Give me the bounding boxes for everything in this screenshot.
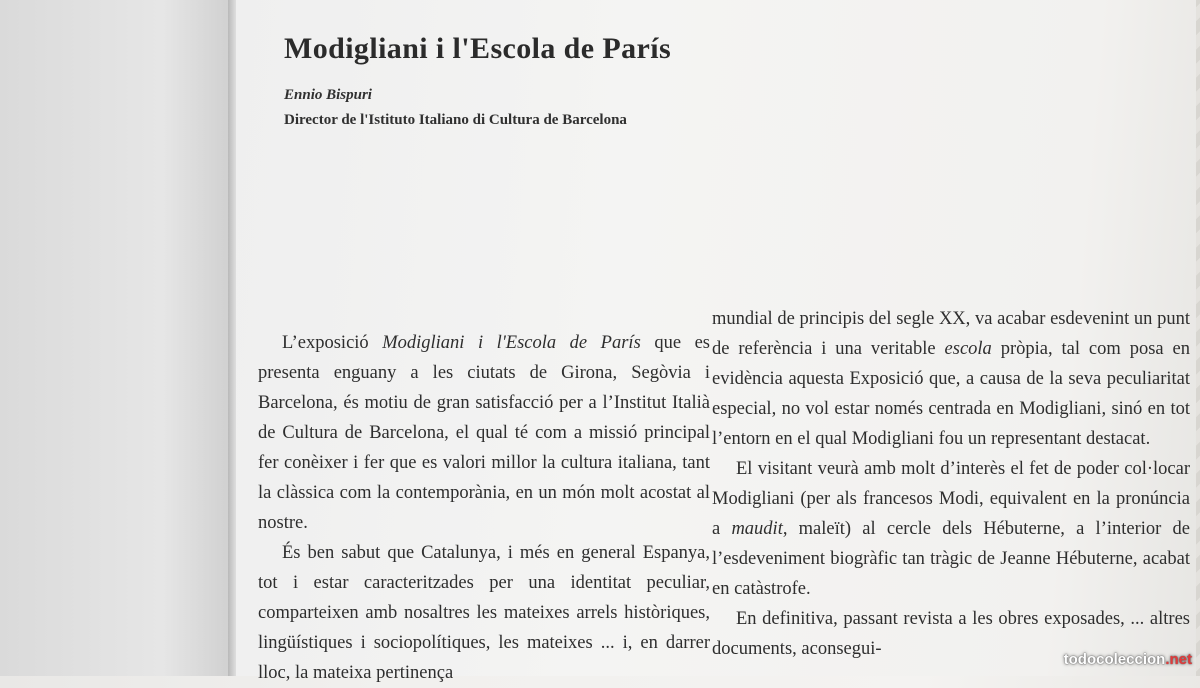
- text-run: , maleït) al cercle dels Hébuterne, a l’interior de l’esdeveniment biogràfic tan tràgic de Jeanne Hébuterne, acabat en catàstrofe.: [712, 519, 1190, 599]
- paragraph-catalonia: És ben sabut que Catalunya, i més en general Espanya, tot i estar caracteritzades per una identitat peculiar, comparteixen amb nosaltres les mateixes arrels històriques, lingüístiques i sociopolítiques, les mateixes ... i, en darrer lloc, la mateixa pertinença: [258, 543, 710, 683]
- paragraph-intro: [258, 328, 710, 538]
- exhibition-title: Modigliani i l'Escola de París: [382, 333, 641, 353]
- paragraph-visitor: [712, 454, 1190, 604]
- right-column: [712, 304, 1190, 664]
- text-run: que es presenta enguany a les ciutats de Girona, Segòvia i Barcelona, és motiu de gran satisfacció per a l’Institut Italià de Cultura de Barcelona, el qual té com a missió principal fer conèixer i fer que es valori millor la cultura italiana, tant la clàssica com la contemporània, en un món molt acostat al nostre.: [258, 333, 711, 533]
- facing-page: [0, 0, 232, 676]
- text-run: pròpia, tal com posa en evidència aquesta Exposició que, a causa de la seva peculiaritat especial, no vol estar només centrada en Modigliani, sinó en tot l’entorn en el qual Modigliani fou un representant destacat.: [712, 339, 1190, 449]
- book-page: [236, 0, 1196, 683]
- watermark: [1064, 651, 1192, 668]
- paragraph-conclusion: En definitiva, passant revista a les obres exposades, ... altres documents, aconsegui-: [712, 609, 1190, 659]
- text-run: mundial de principis del segle XX, va acabar esdevenint un punt de referència i una veritable: [712, 309, 1190, 359]
- left-column: [258, 328, 710, 688]
- emphasis-word: maudit: [731, 519, 783, 539]
- page-title: Modigliani i l'Escola de París: [284, 32, 672, 65]
- text-run: L’exposició: [282, 333, 383, 353]
- emphasis-word: escola: [944, 339, 992, 359]
- author-role: Director de l'Istituto Italiano di Cultura de Barcelona: [284, 112, 627, 128]
- paragraph-continuation: [712, 304, 1190, 454]
- text-run: El visitant veurà amb molt d’interès el fet de poder col·locar Modigliani (per als francesos Modi, equivalent en la pronúncia a: [712, 459, 1190, 539]
- author-name: Ennio Bispuri: [284, 87, 372, 103]
- watermark-text: todocoleccion: [1063, 651, 1166, 668]
- watermark-suffix: .net: [1165, 651, 1192, 668]
